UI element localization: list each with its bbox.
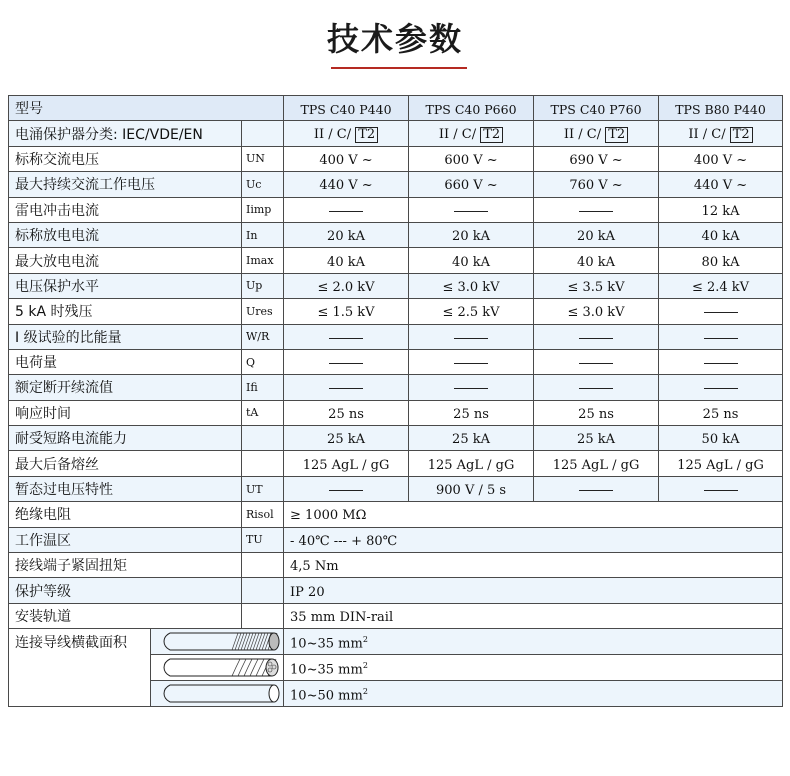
param-value: 25 kA bbox=[534, 426, 659, 451]
class-value: II / C/ T2 bbox=[284, 121, 409, 146]
not-applicable-dash bbox=[329, 211, 363, 212]
table-row bbox=[9, 222, 783, 247]
not-applicable-dash bbox=[704, 490, 738, 491]
cross-section-range: 10~35 bbox=[290, 636, 335, 652]
param-value bbox=[409, 349, 534, 374]
param-value: 80 kA bbox=[659, 248, 783, 273]
param-value: 40 kA bbox=[659, 222, 783, 247]
cross-section-value bbox=[284, 655, 783, 681]
not-applicable-dash bbox=[704, 363, 738, 364]
table-row bbox=[9, 146, 783, 171]
cross-section-value bbox=[284, 681, 783, 707]
param-symbol: Q bbox=[242, 349, 284, 374]
param-value: 660 V ~ bbox=[409, 172, 534, 197]
param-label: 额定断开续流值 bbox=[9, 375, 242, 400]
table-row bbox=[9, 400, 783, 425]
not-applicable-dash bbox=[329, 490, 363, 491]
param-value: 440 V ~ bbox=[284, 172, 409, 197]
param-symbol: Risol bbox=[242, 502, 284, 527]
param-value bbox=[284, 324, 409, 349]
symbol-cell bbox=[242, 121, 284, 146]
fine-stranded-wire-icon bbox=[151, 629, 283, 654]
param-symbol: Iimp bbox=[242, 197, 284, 222]
param-symbol: UT bbox=[242, 476, 284, 501]
param-value: 25 ns bbox=[284, 400, 409, 425]
param-label: 响应时间 bbox=[9, 400, 242, 425]
param-label: 耐受短路电流能力 bbox=[9, 426, 242, 451]
param-value bbox=[534, 197, 659, 222]
param-value bbox=[659, 476, 783, 501]
param-label: 最大持续交流工作电压 bbox=[9, 172, 242, 197]
class-value: II / C/ T2 bbox=[659, 121, 783, 146]
solid-wire-icon bbox=[151, 681, 283, 706]
param-value bbox=[659, 375, 783, 400]
param-label: 标称放电电流 bbox=[9, 222, 242, 247]
conductor-cell bbox=[151, 655, 284, 681]
param-symbol: Imax bbox=[242, 248, 284, 273]
param-label: 最大后备熔丝 bbox=[9, 451, 242, 476]
param-symbol: Ifi bbox=[242, 375, 284, 400]
param-value bbox=[534, 476, 659, 501]
param-value: ≤ 2.5 kV bbox=[409, 299, 534, 324]
param-symbol: Ures bbox=[242, 299, 284, 324]
model-header: TPS C40 P660 bbox=[409, 96, 534, 121]
unit-exponent: 2 bbox=[362, 635, 368, 645]
param-symbol: Up bbox=[242, 273, 284, 298]
t2-badge: T2 bbox=[605, 127, 628, 143]
param-value: 760 V ~ bbox=[534, 172, 659, 197]
spec-table bbox=[8, 95, 783, 707]
param-value: 25 kA bbox=[284, 426, 409, 451]
not-applicable-dash bbox=[704, 388, 738, 389]
param-value: ≤ 3.5 kV bbox=[534, 273, 659, 298]
param-value: 50 kA bbox=[659, 426, 783, 451]
param-label: 标称交流电压 bbox=[9, 146, 242, 171]
conductor-cell bbox=[151, 681, 284, 707]
param-value: 125 AgL / gG bbox=[284, 451, 409, 476]
param-value bbox=[534, 349, 659, 374]
param-value: ≤ 2.0 kV bbox=[284, 273, 409, 298]
param-value bbox=[534, 375, 659, 400]
param-symbol: tA bbox=[242, 400, 284, 425]
param-value bbox=[284, 375, 409, 400]
class-label: 电涌保护器分类: IEC/VDE/EN bbox=[9, 121, 242, 146]
not-applicable-dash bbox=[454, 388, 488, 389]
param-value bbox=[284, 476, 409, 501]
table-row bbox=[9, 426, 783, 451]
not-applicable-dash bbox=[704, 312, 738, 313]
param-value bbox=[659, 349, 783, 374]
table-row bbox=[9, 578, 783, 603]
param-value: IP 20 bbox=[284, 578, 783, 603]
param-label: 保护等级 bbox=[9, 578, 242, 603]
param-label: 电压保护水平 bbox=[9, 273, 242, 298]
param-symbol bbox=[242, 553, 284, 578]
param-value bbox=[284, 349, 409, 374]
t2-badge: T2 bbox=[730, 127, 753, 143]
not-applicable-dash bbox=[579, 211, 613, 212]
param-label: 连接导线横截面积 bbox=[9, 629, 151, 707]
param-label: 雷电冲击电流 bbox=[9, 197, 242, 222]
multi-stranded-wire-icon bbox=[151, 655, 283, 680]
param-value: 400 V ~ bbox=[659, 146, 783, 171]
param-label: 工作温区 bbox=[9, 527, 242, 552]
cross-section-range: 10~50 bbox=[290, 688, 335, 704]
param-symbol bbox=[242, 426, 284, 451]
param-value: ≥ 1000 MΩ bbox=[284, 502, 783, 527]
param-value: 690 V ~ bbox=[534, 146, 659, 171]
cross-section-row bbox=[9, 629, 783, 655]
not-applicable-dash bbox=[579, 338, 613, 339]
table-row bbox=[9, 502, 783, 527]
table-row bbox=[9, 299, 783, 324]
param-value: 600 V ~ bbox=[409, 146, 534, 171]
param-label: 5 kA 时残压 bbox=[9, 299, 242, 324]
param-value: 20 kA bbox=[409, 222, 534, 247]
param-value: 25 ns bbox=[409, 400, 534, 425]
param-value bbox=[284, 197, 409, 222]
param-value: 125 AgL / gG bbox=[659, 451, 783, 476]
param-symbol bbox=[242, 603, 284, 628]
cross-section-unit: mm bbox=[338, 688, 363, 704]
not-applicable-dash bbox=[454, 363, 488, 364]
not-applicable-dash bbox=[329, 338, 363, 339]
model-header: TPS B80 P440 bbox=[659, 96, 783, 121]
table-row bbox=[9, 527, 783, 552]
table-row bbox=[9, 375, 783, 400]
class-row bbox=[9, 121, 783, 146]
param-value bbox=[534, 324, 659, 349]
class-value: II / C/ T2 bbox=[534, 121, 659, 146]
param-value: 125 AgL / gG bbox=[534, 451, 659, 476]
param-value: ≤ 3.0 kV bbox=[409, 273, 534, 298]
not-applicable-dash bbox=[454, 338, 488, 339]
param-label: I 级试验的比能量 bbox=[9, 324, 242, 349]
table-row bbox=[9, 248, 783, 273]
table-row bbox=[9, 324, 783, 349]
param-value: 40 kA bbox=[534, 248, 659, 273]
model-header: TPS C40 P760 bbox=[534, 96, 659, 121]
param-value: 440 V ~ bbox=[659, 172, 783, 197]
param-value: 12 kA bbox=[659, 197, 783, 222]
param-value: 125 AgL / gG bbox=[409, 451, 534, 476]
not-applicable-dash bbox=[454, 211, 488, 212]
table-row bbox=[9, 172, 783, 197]
param-value: 4,5 Nm bbox=[284, 553, 783, 578]
t2-badge: T2 bbox=[480, 127, 503, 143]
cross-section-range: 10~35 bbox=[290, 662, 335, 678]
cross-section-unit: mm bbox=[338, 662, 363, 678]
param-symbol: In bbox=[242, 222, 284, 247]
param-value: - 40℃ --- + 80℃ bbox=[284, 527, 783, 552]
param-value bbox=[409, 197, 534, 222]
title-underline bbox=[331, 67, 467, 69]
not-applicable-dash bbox=[704, 338, 738, 339]
param-label: 电荷量 bbox=[9, 349, 242, 374]
t2-badge: T2 bbox=[355, 127, 378, 143]
table-row bbox=[9, 197, 783, 222]
param-label: 接线端子紧固扭矩 bbox=[9, 553, 242, 578]
param-value: 25 ns bbox=[534, 400, 659, 425]
not-applicable-dash bbox=[579, 388, 613, 389]
table-row bbox=[9, 273, 783, 298]
cross-section-value bbox=[284, 629, 783, 655]
param-symbol: W/R bbox=[242, 324, 284, 349]
cross-section-unit: mm bbox=[338, 636, 363, 652]
param-value: 40 kA bbox=[284, 248, 409, 273]
param-symbol: UN bbox=[242, 146, 284, 171]
param-value: 20 kA bbox=[534, 222, 659, 247]
param-label: 最大放电电流 bbox=[9, 248, 242, 273]
not-applicable-dash bbox=[579, 490, 613, 491]
table-row bbox=[9, 553, 783, 578]
not-applicable-dash bbox=[329, 363, 363, 364]
not-applicable-dash bbox=[329, 388, 363, 389]
param-symbol: Uc bbox=[242, 172, 284, 197]
table-row bbox=[9, 603, 783, 628]
model-header-label: 型号 bbox=[9, 96, 284, 121]
param-value: 25 kA bbox=[409, 426, 534, 451]
param-value bbox=[659, 324, 783, 349]
param-symbol: TU bbox=[242, 527, 284, 552]
param-value bbox=[659, 299, 783, 324]
table-row bbox=[9, 349, 783, 374]
table-row bbox=[9, 451, 783, 476]
unit-exponent: 2 bbox=[362, 687, 368, 697]
unit-exponent: 2 bbox=[362, 661, 368, 671]
param-value bbox=[409, 324, 534, 349]
param-value: 400 V ~ bbox=[284, 146, 409, 171]
page-title: 技术参数 bbox=[326, 20, 463, 58]
param-value: 25 ns bbox=[659, 400, 783, 425]
header-row bbox=[9, 96, 783, 121]
not-applicable-dash bbox=[579, 363, 613, 364]
conductor-cell bbox=[151, 629, 284, 655]
param-symbol bbox=[242, 578, 284, 603]
param-label: 绝缘电阻 bbox=[9, 502, 242, 527]
param-value: 900 V / 5 s bbox=[409, 476, 534, 501]
table-row bbox=[9, 476, 783, 501]
param-value: 35 mm DIN-rail bbox=[284, 603, 783, 628]
param-value: ≤ 1.5 kV bbox=[284, 299, 409, 324]
param-value: 20 kA bbox=[284, 222, 409, 247]
param-value: 40 kA bbox=[409, 248, 534, 273]
param-value: ≤ 3.0 kV bbox=[534, 299, 659, 324]
param-value: ≤ 2.4 kV bbox=[659, 273, 783, 298]
param-value bbox=[409, 375, 534, 400]
class-value: II / C/ T2 bbox=[409, 121, 534, 146]
model-header: TPS C40 P440 bbox=[284, 96, 409, 121]
param-symbol bbox=[242, 451, 284, 476]
param-label: 暂态过电压特性 bbox=[9, 476, 242, 501]
param-label: 安装轨道 bbox=[9, 603, 242, 628]
